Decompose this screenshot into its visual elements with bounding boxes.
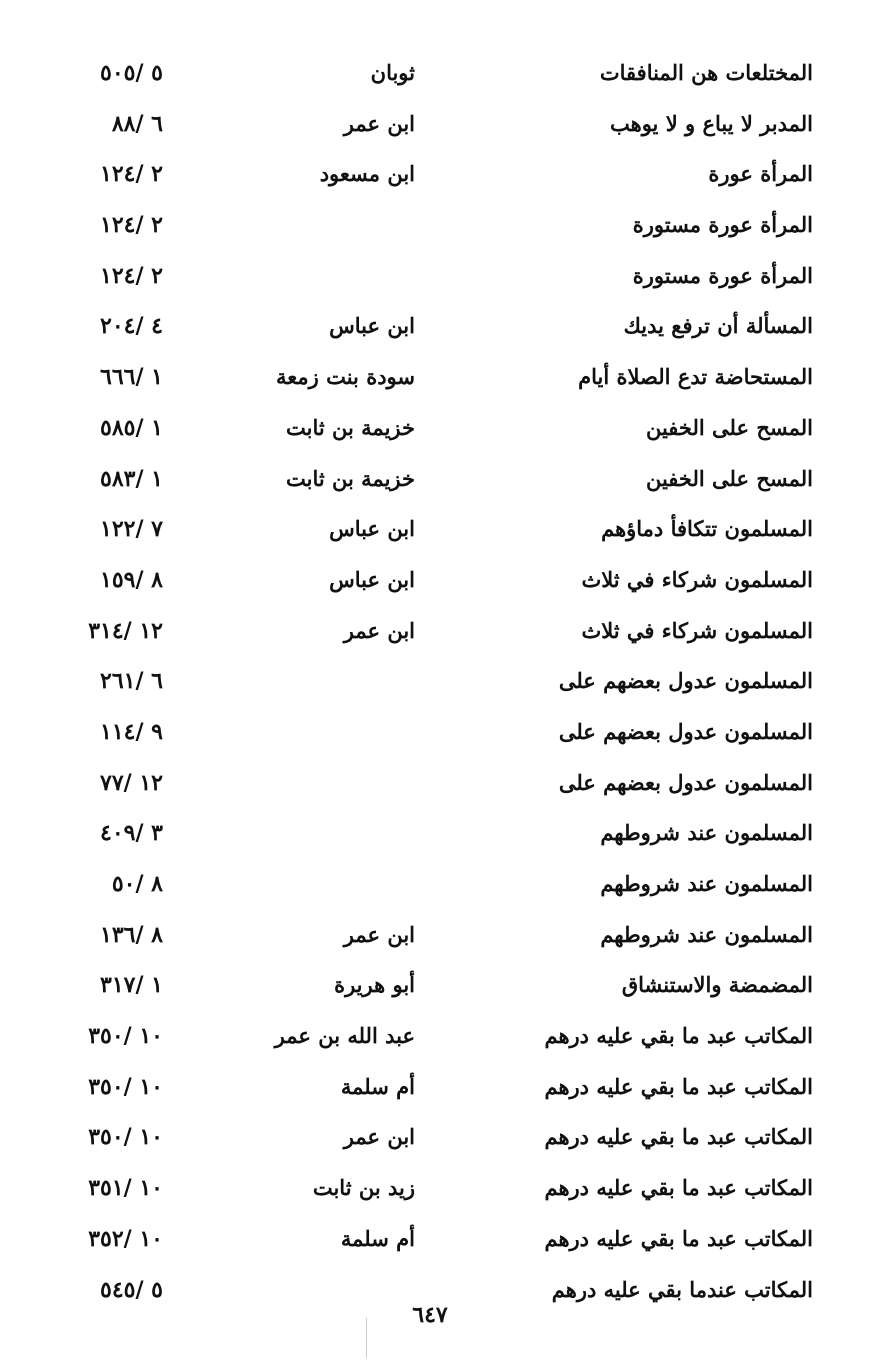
index-row <box>0 808 873 859</box>
narrator-name: أبو هريرة <box>334 972 415 998</box>
narrator-name <box>225 259 415 293</box>
hadith-text: المستحاضة تدع الصلاة أيام <box>578 364 813 390</box>
page-number: ٦٤٧ <box>412 1302 448 1328</box>
narrator-name: ابن عباس <box>329 313 415 339</box>
volume-page-reference: ١٠ /٣٥٠ <box>88 1023 163 1050</box>
volume-page-reference: ٨ /١٥٩ <box>100 566 163 593</box>
narrator-name: أم سلمة <box>340 1073 415 1099</box>
index-row <box>0 707 873 758</box>
volume-page-reference: ٢ /١٢٤ <box>100 262 163 289</box>
volume-page-reference: ١٠ /٣٥٢ <box>88 1225 163 1252</box>
volume-page-reference: ٦ /٢٦١ <box>100 668 163 695</box>
narrator-name: ابن عباس <box>329 516 415 542</box>
hadith-text: المكاتب عبد ما بقي عليه درهم <box>544 1023 813 1049</box>
narrator-name: خزيمة بن ثابت <box>286 465 415 491</box>
index-row <box>0 555 873 606</box>
narrator-name: سودة بنت زمعة <box>275 364 415 390</box>
hadith-text: المرأة عورة مستورة <box>632 212 813 238</box>
narrator-name: ثوبان <box>370 60 415 85</box>
hadith-text: المرأة عورة مستورة <box>632 262 813 288</box>
hadith-text: المسلمون تتكافأ دماؤهم <box>601 516 813 542</box>
hadith-text: المكاتب عبد ما بقي عليه درهم <box>544 1175 813 1201</box>
volume-page-reference: ٨ /٥٠ <box>111 871 163 897</box>
narrator-name: أم سلمة <box>340 1225 415 1251</box>
hadith-text: المسلمون شركاء في ثلاث <box>581 566 813 592</box>
narrator-name: ابن مسعود <box>319 161 415 187</box>
hadith-text: المختلعات هن المنافقات <box>599 60 813 85</box>
hadith-text: المسح على الخفين <box>645 414 813 440</box>
volume-page-reference: ١ /٦٦٦ <box>100 364 163 391</box>
volume-page-reference: ١٠ /٣٥٠ <box>88 1124 163 1151</box>
volume-page-reference: ٩ /١١٤ <box>100 718 163 745</box>
index-row <box>0 99 873 150</box>
index-row <box>0 454 873 505</box>
volume-page-reference: ٢ /١٢٤ <box>100 161 163 188</box>
volume-page-reference: ١ /٥٨٣ <box>100 465 163 492</box>
volume-page-reference: ١٠ /٣٥١ <box>88 1175 163 1202</box>
scan-artifact <box>366 1318 367 1358</box>
narrator-name: خزيمة بن ثابت <box>286 414 415 440</box>
index-row <box>0 301 873 352</box>
hadith-text: المسلمون عدول بعضهم على <box>558 769 813 795</box>
index-row <box>0 149 873 200</box>
hadith-text: المسلمون عند شروطهم <box>600 921 813 947</box>
index-row <box>0 606 873 657</box>
hadith-index-list <box>0 48 873 1315</box>
volume-page-reference: ١ /٣١٧ <box>100 972 163 999</box>
index-row <box>0 859 873 910</box>
hadith-text: المسألة أن ترفع يديك <box>623 313 813 339</box>
hadith-text: المدبر لا يباع و لا يوهب <box>610 110 813 136</box>
volume-page-reference: ١٢ /٣١٤ <box>88 617 163 644</box>
hadith-text: المكاتب عبد ما بقي عليه درهم <box>544 1124 813 1150</box>
index-row <box>0 251 873 302</box>
narrator-name <box>225 208 415 242</box>
narrator-name <box>225 766 415 800</box>
index-row <box>0 960 873 1011</box>
narrator-name: ابن عباس <box>329 566 415 592</box>
narrator-name: عبد الله بن عمر <box>274 1023 415 1049</box>
index-row <box>0 403 873 454</box>
hadith-text: المسلمون عند شروطهم <box>600 871 813 896</box>
hadith-text: المسلمون عدول بعضهم على <box>558 718 813 744</box>
narrator-name: زيد بن ثابت <box>312 1175 415 1201</box>
narrator-name: ابن عمر <box>343 617 415 643</box>
index-row <box>0 758 873 809</box>
narrator-name <box>225 715 415 749</box>
index-row <box>0 1011 873 1062</box>
narrator-name <box>225 867 415 901</box>
narrator-name: ابن عمر <box>343 110 415 136</box>
volume-page-reference: ٤ /٢٠٤ <box>100 313 163 340</box>
index-row <box>0 200 873 251</box>
hadith-text: المكاتب عبد ما بقي عليه درهم <box>544 1073 813 1099</box>
index-row <box>0 1163 873 1214</box>
index-row <box>0 48 873 99</box>
volume-page-reference: ١ /٥٨٥ <box>100 414 163 441</box>
hadith-text: المضمضة والاستنشاق <box>621 972 813 998</box>
hadith-text: المسلمون شركاء في ثلاث <box>581 617 813 643</box>
volume-page-reference: ١٢ /٧٧ <box>100 769 163 796</box>
hadith-text: المسلمون عند شروطهم <box>600 820 813 846</box>
index-row <box>0 504 873 555</box>
index-row <box>0 910 873 961</box>
volume-page-reference: ٢ /١٢٤ <box>100 212 163 239</box>
index-row <box>0 656 873 707</box>
narrator-name: ابن عمر <box>343 921 415 947</box>
hadith-text: المسلمون عدول بعضهم على <box>558 668 813 694</box>
volume-page-reference: ٦ /٨٨ <box>111 110 163 137</box>
volume-page-reference: ٧ /١٢٢ <box>100 516 163 543</box>
volume-page-reference: ٥ /٥٤٥ <box>100 1276 163 1303</box>
narrator-name <box>225 816 415 850</box>
hadith-text: المسح على الخفين <box>645 465 813 491</box>
volume-page-reference: ٨ /١٣٦ <box>100 921 163 948</box>
narrator-name <box>225 664 415 698</box>
narrator-name: ابن عمر <box>343 1124 415 1150</box>
hadith-text: المرأة عورة <box>708 161 813 187</box>
volume-page-reference: ١٠ /٣٥٠ <box>88 1073 163 1100</box>
volume-page-reference: ٣ /٤٠٩ <box>100 820 163 847</box>
hadith-text: المكاتب عبد ما بقي عليه درهم <box>544 1225 813 1251</box>
index-row <box>0 1062 873 1113</box>
index-row <box>0 352 873 403</box>
index-row <box>0 1214 873 1265</box>
hadith-text: المكاتب عندما بقي عليه درهم <box>551 1276 813 1302</box>
volume-page-reference: ٥ /٥٠٥ <box>100 60 163 86</box>
index-row <box>0 1112 873 1163</box>
